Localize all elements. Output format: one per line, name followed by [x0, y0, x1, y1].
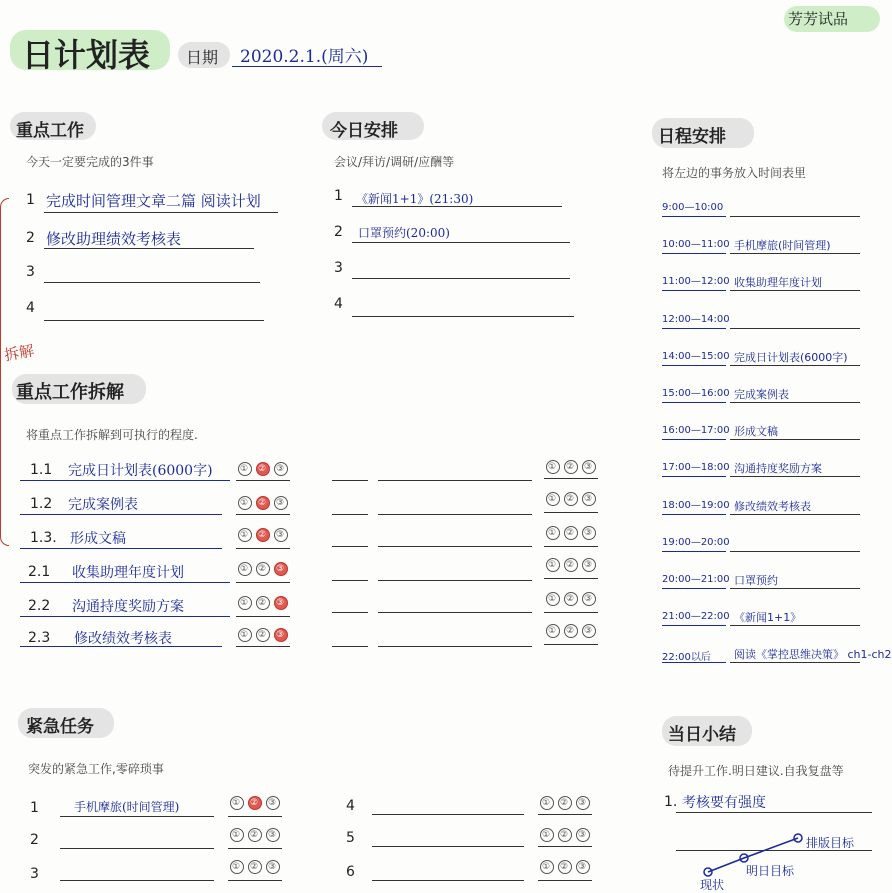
schedule-time-line — [662, 588, 726, 589]
rating-dot[interactable]: ② — [249, 798, 261, 808]
empty-rating[interactable] — [546, 490, 600, 506]
rating-dot[interactable]: ② — [257, 464, 269, 474]
rating-dot[interactable]: ③ — [275, 464, 287, 474]
rating-dot[interactable]: ③ — [583, 626, 595, 636]
schedule-time: 16:00—17:00 — [662, 425, 730, 436]
breakdown-no-5: 2.2 — [28, 598, 51, 614]
schedule-time: 20:00—21:00 — [662, 574, 730, 585]
empty-text-line[interactable] — [378, 580, 532, 581]
schedule-title: 日程安排 — [658, 127, 726, 147]
breakdown-item-3[interactable]: 形成文稿 — [70, 531, 126, 547]
schedule-task-line — [730, 588, 860, 589]
rating-dot[interactable]: ③ — [275, 598, 287, 608]
empty-rating[interactable] — [546, 590, 600, 606]
rating-dot[interactable]: ① — [231, 830, 243, 840]
rating-dot[interactable]: ② — [559, 862, 571, 872]
urgent-subtitle: 突发的紧急工作,零碎琐事 — [28, 762, 164, 776]
rating-dot[interactable]: ① — [239, 630, 251, 640]
rating-dot[interactable]: ③ — [583, 528, 595, 538]
today-subtitle: 会议/拜访/调研/应酬等 — [334, 155, 455, 169]
breakdown-line-3 — [20, 548, 222, 549]
schedule-task-line — [730, 365, 860, 366]
important-line-4[interactable] — [44, 320, 264, 321]
empty-rating[interactable] — [546, 622, 600, 638]
urgent-item-1[interactable]: 手机摩旅(时间管理) — [74, 800, 180, 814]
rating-dot[interactable]: ③ — [583, 594, 595, 604]
schedule-time: 12:00—14:00 — [662, 314, 730, 325]
empty-rating[interactable] — [546, 524, 600, 540]
urgent-rating-3[interactable] — [230, 858, 284, 874]
schedule-task[interactable]: 形成文稿 — [734, 425, 778, 438]
today-no-1: 1 — [334, 188, 343, 204]
rating-dot[interactable]: ② — [565, 626, 577, 636]
rating-dot[interactable]: ② — [249, 862, 261, 872]
rating-line-1 — [236, 480, 290, 481]
urgent-rating-1[interactable] — [230, 794, 284, 810]
rating-dot[interactable]: ③ — [583, 494, 595, 504]
rating-dot[interactable]: ② — [559, 830, 571, 840]
rating-dot[interactable]: ③ — [267, 830, 279, 840]
empty-text-line[interactable] — [378, 646, 532, 647]
empty-rating-line — [544, 546, 598, 547]
urgent-no-4: 4 — [346, 798, 355, 814]
rating-dot[interactable]: ① — [547, 528, 559, 538]
important-no-1: 1 — [26, 192, 35, 208]
urgent-rating-5[interactable] — [540, 826, 594, 842]
rating-dot[interactable]: ② — [565, 462, 577, 472]
schedule-task-line — [730, 625, 860, 626]
urgent-no-3: 3 — [30, 866, 39, 882]
rating-dot[interactable]: ③ — [275, 498, 287, 508]
breakdown-item-5[interactable]: 沟通持度奖励方案 — [72, 599, 184, 615]
rating-dot[interactable]: ① — [541, 798, 553, 808]
rating-dot[interactable]: ① — [541, 830, 553, 840]
rating-dot[interactable]: ① — [547, 626, 559, 636]
schedule-task[interactable]: 阅读《掌控思维决策》 ch1-ch2 — [734, 648, 892, 661]
rating-dot[interactable]: ② — [257, 564, 269, 574]
rating-dot[interactable]: ② — [565, 594, 577, 604]
rating-dot[interactable]: ① — [547, 494, 559, 504]
schedule-task-line — [730, 216, 860, 217]
empty-no-line — [332, 514, 368, 515]
empty-rating-line — [544, 612, 598, 613]
today-no-4: 4 — [334, 296, 343, 312]
important-subtitle: 今天一定要完成的3件事 — [26, 155, 154, 169]
important-no-4: 4 — [26, 300, 35, 316]
breakdown-subtitle: 将重点工作拆解到可执行的程度. — [26, 428, 198, 442]
rating-dot[interactable]: ② — [565, 494, 577, 504]
schedule-time-line — [662, 551, 726, 552]
urgent-no-1: 1 — [30, 800, 39, 816]
schedule-task-line — [730, 551, 860, 552]
empty-no-line — [332, 646, 368, 647]
rating-line-5 — [236, 616, 290, 617]
breakdown-item-4[interactable]: 收集助理年度计划 — [72, 565, 184, 581]
empty-rating[interactable] — [546, 458, 600, 474]
important-item-1[interactable]: 完成时间管理文章二篇 阅读计划 — [46, 192, 261, 210]
schedule-time-line — [662, 476, 726, 477]
rating-dot[interactable]: ③ — [577, 830, 589, 840]
urgent-title: 紧急任务 — [26, 717, 94, 737]
schedule-task-line — [730, 402, 860, 403]
urgent-rating-2[interactable] — [230, 826, 284, 842]
urgent-rating-line-6 — [538, 880, 592, 881]
breakdown-title: 重点工作拆解 — [16, 382, 124, 403]
urgent-rating-line-2 — [228, 848, 282, 849]
urgent-rating-line-4 — [538, 814, 592, 815]
schedule-task-line — [730, 290, 860, 291]
schedule-task-line — [730, 328, 860, 329]
schedule-time-line — [662, 625, 726, 626]
rating-dot[interactable]: ③ — [267, 798, 279, 808]
rating-dot[interactable]: ② — [257, 530, 269, 540]
rating-dot[interactable]: ③ — [275, 630, 287, 640]
schedule-task[interactable]: 《新闻1+1》 — [734, 611, 802, 624]
schedule-time: 21:00—22:00 — [662, 611, 730, 622]
rating-3[interactable] — [238, 526, 292, 542]
rating-dot[interactable]: ① — [239, 498, 251, 508]
empty-text-line[interactable] — [378, 546, 532, 547]
important-line-2 — [44, 248, 254, 249]
rating-dot[interactable]: ① — [547, 560, 559, 570]
rating-dot[interactable]: ① — [541, 862, 553, 872]
corner-mark: 芳芳试品 — [788, 10, 849, 28]
flow-label-target: 排版目标 — [806, 836, 855, 850]
schedule-time-line — [662, 514, 726, 515]
urgent-line-1 — [60, 816, 214, 817]
bracket-mark — [0, 198, 9, 546]
schedule-task[interactable]: 完成案例表 — [734, 388, 789, 401]
schedule-time: 10:00—11:00 — [662, 239, 730, 250]
schedule-time-line — [662, 365, 726, 366]
breakdown-line-5 — [20, 616, 230, 617]
schedule-time-line — [662, 402, 726, 403]
rating-dot[interactable]: ② — [249, 830, 261, 840]
urgent-line-4[interactable] — [372, 814, 524, 815]
urgent-line-5[interactable] — [372, 846, 524, 847]
flow-label-tomorrow: 明日目标 — [746, 864, 795, 878]
rating-dot[interactable]: ② — [257, 630, 269, 640]
today-item-2[interactable]: 口罩预约(20:00) — [358, 226, 450, 240]
rating-line-3 — [236, 548, 290, 549]
rating-dot[interactable]: ② — [257, 498, 269, 508]
today-line-1 — [352, 206, 562, 207]
schedule-time-line — [662, 439, 726, 440]
important-line-1 — [44, 212, 278, 213]
breakdown-line-2 — [20, 514, 222, 515]
important-no-2: 2 — [26, 230, 35, 246]
rating-dot[interactable]: ② — [559, 798, 571, 808]
breakdown-item-2[interactable]: 完成案例表 — [68, 497, 138, 513]
page-title: 日计划表 — [22, 36, 151, 74]
empty-rating[interactable] — [546, 556, 600, 572]
schedule-time-line — [662, 290, 726, 291]
empty-rating-line — [544, 478, 598, 479]
rating-dot[interactable]: ③ — [267, 862, 279, 872]
summary-line-1 — [676, 812, 872, 813]
date-label: 日期 — [186, 48, 219, 67]
rating-dot[interactable]: ③ — [275, 530, 287, 540]
schedule-task[interactable]: 手机摩旅(时间管理) — [734, 239, 831, 252]
empty-no-line — [332, 546, 368, 547]
urgent-no-6: 6 — [346, 864, 355, 880]
rating-dot[interactable]: ② — [565, 528, 577, 538]
side-note: 拆解 — [2, 341, 36, 365]
schedule-task[interactable]: 沟通持度奖励方案 — [734, 462, 822, 475]
empty-text-line[interactable] — [378, 480, 532, 481]
schedule-time: 17:00—18:00 — [662, 462, 730, 473]
urgent-rating-line-3 — [228, 880, 282, 881]
schedule-task[interactable]: 口罩预约 — [734, 574, 778, 587]
date-underline — [232, 66, 382, 67]
date-value[interactable]: 2020.2.1.(周六) — [240, 47, 369, 67]
breakdown-item-1[interactable]: 完成日计划表(6000字) — [68, 463, 213, 479]
important-item-2[interactable]: 修改助理绩效考核表 — [46, 230, 182, 248]
empty-rating-line — [544, 578, 598, 579]
schedule-task-line — [730, 514, 860, 515]
empty-no-line — [332, 480, 368, 481]
schedule-time: 11:00—12:00 — [662, 276, 730, 287]
rating-dot[interactable]: ③ — [577, 862, 589, 872]
rating-dot[interactable]: ③ — [577, 798, 589, 808]
summary-subtitle: 待提升工作.明日建议.自我复盘等 — [668, 764, 844, 778]
summary-item-1[interactable]: 考核要有强度 — [682, 795, 766, 811]
schedule-time: 14:00—15:00 — [662, 351, 730, 362]
schedule-time: 19:00—20:00 — [662, 537, 730, 548]
today-item-1[interactable]: 《新闻1+1》(21:30) — [356, 192, 474, 206]
important-line-3[interactable] — [44, 282, 260, 283]
flow-label-current: 现状 — [700, 878, 725, 892]
schedule-time: 18:00—19:00 — [662, 500, 730, 511]
breakdown-no-1: 1.1 — [30, 462, 53, 478]
urgent-rating-4[interactable] — [540, 794, 594, 810]
breakdown-no-6: 2.3 — [28, 630, 51, 646]
rating-dot[interactable]: ② — [257, 598, 269, 608]
rating-dot[interactable]: ③ — [583, 560, 595, 570]
today-no-3: 3 — [334, 260, 343, 276]
breakdown-line-1 — [20, 480, 230, 481]
schedule-subtitle: 将左边的事务放入时间表里 — [662, 166, 807, 180]
schedule-time-line — [662, 662, 726, 663]
rating-dot[interactable]: ① — [239, 464, 251, 474]
schedule-task[interactable]: 修改绩效考核表 — [734, 500, 811, 513]
breakdown-item-6[interactable]: 修改绩效考核表 — [74, 631, 172, 647]
rating-line-2 — [236, 514, 290, 515]
rating-dot[interactable]: ① — [239, 564, 251, 574]
schedule-task-line — [730, 439, 860, 440]
rating-4[interactable] — [238, 560, 292, 576]
schedule-task[interactable]: 收集助理年度计划 — [734, 276, 822, 289]
schedule-time-line — [662, 253, 726, 254]
rating-dot[interactable]: ① — [239, 530, 251, 540]
empty-text-line[interactable] — [378, 514, 532, 515]
urgent-no-2: 2 — [30, 832, 39, 848]
rating-dot[interactable]: ① — [239, 598, 251, 608]
rating-dot[interactable]: ① — [547, 462, 559, 472]
today-no-2: 2 — [334, 224, 343, 240]
rating-line-6 — [236, 646, 290, 647]
urgent-rating-line-1 — [228, 816, 282, 817]
schedule-task-line — [730, 476, 860, 477]
rating-1[interactable] — [238, 460, 292, 476]
urgent-line-3[interactable] — [60, 880, 214, 881]
important-no-3: 3 — [26, 264, 35, 280]
schedule-task[interactable]: 完成日计划表(6000字) — [734, 351, 848, 364]
summary-title: 当日小结 — [668, 725, 736, 745]
empty-rating-line — [544, 644, 598, 645]
rating-dot[interactable]: ① — [231, 862, 243, 872]
rating-5[interactable] — [238, 594, 292, 610]
rating-dot[interactable]: ① — [231, 798, 243, 808]
urgent-line-6[interactable] — [372, 880, 524, 881]
today-line-4[interactable] — [352, 316, 574, 317]
empty-rating-line — [544, 512, 598, 513]
rating-dot[interactable]: ③ — [275, 564, 287, 574]
breakdown-no-4: 2.1 — [28, 564, 51, 580]
today-line-2 — [352, 242, 570, 243]
breakdown-no-3: 1.3. — [30, 530, 57, 546]
urgent-line-2[interactable] — [60, 848, 214, 849]
schedule-time-line — [662, 216, 726, 217]
schedule-time: 15:00—16:00 — [662, 388, 730, 399]
empty-no-line — [332, 580, 368, 581]
rating-2[interactable] — [238, 494, 292, 510]
urgent-rating-line-5 — [538, 846, 592, 847]
rating-6[interactable] — [238, 626, 292, 642]
schedule-time: 9:00—10:00 — [662, 202, 724, 213]
empty-no-line — [332, 612, 368, 613]
today-title: 今日安排 — [330, 121, 398, 141]
urgent-no-5: 5 — [346, 830, 355, 846]
rating-dot[interactable]: ③ — [583, 462, 595, 472]
schedule-time-line — [662, 328, 726, 329]
urgent-rating-6[interactable] — [540, 858, 594, 874]
important-title: 重点工作 — [16, 121, 84, 141]
schedule-task-line — [730, 662, 860, 663]
breakdown-line-6 — [20, 646, 222, 647]
rating-dot[interactable]: ① — [547, 594, 559, 604]
schedule-task-line — [730, 253, 860, 254]
empty-text-line[interactable] — [378, 612, 532, 613]
rating-dot[interactable]: ② — [565, 560, 577, 570]
today-line-3[interactable] — [352, 278, 570, 279]
rating-line-4 — [236, 582, 290, 583]
breakdown-no-2: 1.2 — [30, 496, 53, 512]
breakdown-line-4 — [20, 582, 230, 583]
schedule-time: 22:00以后 — [662, 652, 711, 663]
summary-no-1: 1. — [664, 794, 678, 810]
